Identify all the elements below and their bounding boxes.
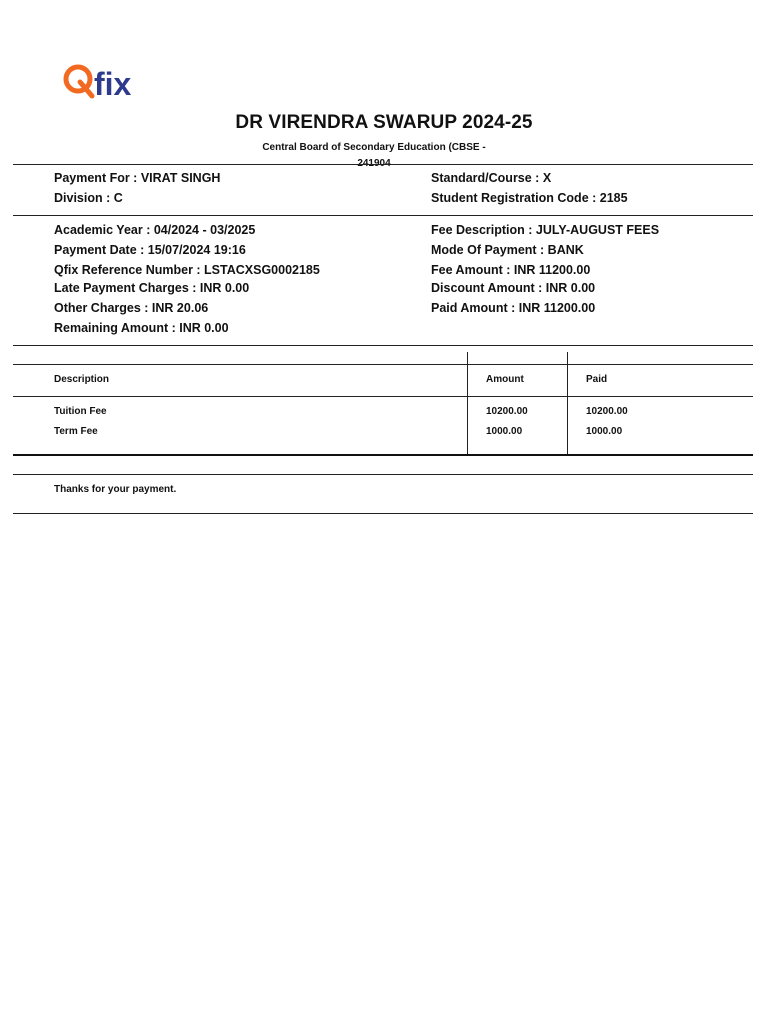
table-bottom-border [13,454,753,456]
row-paid: 1000.00 [586,426,623,437]
qfix-logo [62,60,142,102]
division: Division : C [54,191,123,205]
fee-amount: Fee Amount : INR 11200.00 [431,263,591,277]
payment-for: Payment For : VIRAT SINGH [54,171,221,185]
divider [13,164,753,165]
header-paid: Paid [586,374,608,385]
divider [13,474,753,475]
paid-amount: Paid Amount : INR 11200.00 [431,301,596,315]
table-header-top [13,364,753,365]
academic-year: Academic Year : 04/2024 - 03/2025 [54,223,256,237]
table-column-divider [467,352,468,454]
row-amount: 1000.00 [486,426,523,437]
row-paid: 10200.00 [586,406,628,417]
table-header-bottom [13,396,753,397]
table-top-border [13,345,753,346]
divider [13,215,753,216]
reference-number: Qfix Reference Number : LSTACXSG0002185 [54,263,320,277]
late-payment-charges: Late Payment Charges : INR 0.00 [54,281,250,295]
discount-amount: Discount Amount : INR 0.00 [431,281,596,295]
standard-course: Standard/Course : X [431,171,552,185]
table-column-divider [567,352,568,454]
other-charges: Other Charges : INR 20.06 [54,301,209,315]
row-description: Term Fee [54,426,98,437]
logo-fix-text: fix [94,66,132,102]
school-title: DR VIRENDRA SWARUP 2024-25 [235,112,533,133]
mode-of-payment: Mode Of Payment : BANK [431,243,584,257]
board-subtitle: Central Board of Secondary Education (CBSE - [262,142,486,153]
header-amount: Amount [486,374,524,385]
remaining-amount: Remaining Amount : INR 0.00 [54,321,229,335]
row-amount: 10200.00 [486,406,528,417]
thanks-message: Thanks for your payment. [54,484,177,495]
divider [13,513,753,514]
row-description: Tuition Fee [54,406,107,417]
header-description: Description [54,374,110,385]
payment-date: Payment Date : 15/07/2024 19:16 [54,243,246,257]
fee-description: Fee Description : JULY-AUGUST FEES [431,223,660,237]
registration-code: Student Registration Code : 2185 [431,191,628,205]
